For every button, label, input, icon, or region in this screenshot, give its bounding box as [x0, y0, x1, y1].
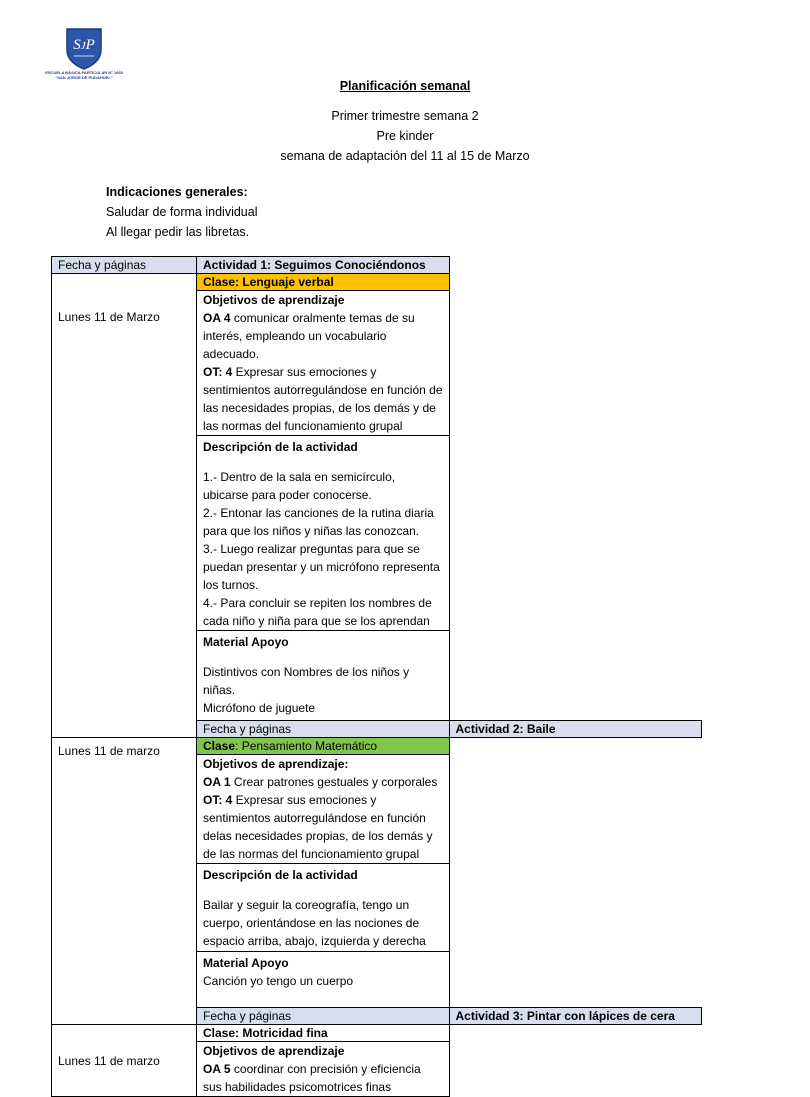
objectives-heading: Objetivos de aprendizaje:: [203, 757, 349, 771]
description-heading: Descripción de la actividad: [203, 868, 358, 882]
date-column-header: Fecha y páginas: [197, 721, 450, 738]
shield-icon: [64, 26, 104, 70]
subtitle-level: Pre kinder: [376, 129, 434, 143]
class-label: Clase: Lenguaje verbal: [197, 274, 450, 291]
oa-text: coordinar con precisión y eficiencia sus habilidades psicomotrices finas: [203, 1062, 421, 1094]
activity-header-row: [52, 257, 702, 274]
date-column-header: Fecha y páginas: [52, 257, 197, 274]
ot-text: Expresar sus emociones y sentimientos autorregulándose en función delas necesidades propias, de los demás y de las normas del funcionamiento grupal: [203, 793, 433, 861]
material-heading: Material Apoyo: [203, 635, 289, 649]
activity-title: Actividad 3: Pintar con lápices de cera: [455, 1009, 675, 1023]
description-heading: Descripción de la actividad: [203, 440, 358, 454]
activity-date: Lunes 11 de Marzo: [52, 274, 197, 738]
objectives-cell: [197, 1042, 450, 1097]
description-cell: [197, 436, 450, 631]
general-indications: [106, 182, 257, 242]
material-line: Micrófono de juguete: [203, 701, 316, 715]
oa-label: OA 5: [203, 1062, 231, 1076]
description-line: Bailar y seguir la coreografía, tengo un cuerpo, orientándose en las nociones de espacio arriba, abajo, izquierda y derecha: [203, 898, 426, 948]
class-label: Clase: Motricidad fina: [197, 1025, 450, 1042]
svg-text:SJP: SJP: [73, 37, 95, 53]
activity-date: Lunes 11 de marzo: [52, 1025, 197, 1097]
objectives-heading: Objetivos de aprendizaje: [203, 1044, 345, 1058]
material-line: Distintivos con Nombres de los niños y niñas.: [203, 665, 410, 697]
description-line: 3.- Luego realizar preguntas para que se puedan presentar y un micrófono representa los turnos.: [203, 542, 440, 592]
subtitle-week: semana de adaptación del 11 al 15 de Marzo: [280, 149, 530, 163]
oa-label: OA 4: [203, 311, 231, 325]
oa-label: OA 1: [203, 775, 231, 789]
activity-title: Actividad 2: Baile: [455, 722, 556, 736]
indications-heading: Indicaciones generales:: [106, 185, 248, 199]
indication-line: Al llegar pedir las libretas.: [106, 225, 250, 239]
ot-label: OT: 4: [203, 365, 233, 379]
material-heading: Material Apoyo: [203, 956, 289, 970]
activity-title: Actividad 1: Seguimos Conociéndonos: [203, 258, 426, 272]
ot-label: OT: 4: [203, 793, 233, 807]
description-cell: [197, 864, 450, 952]
material-cell: [197, 952, 450, 1008]
description-line: 4.- Para concluir se repiten los nombres de cada niño y niña para que se los aprendan: [203, 596, 432, 628]
objectives-cell: [197, 291, 450, 436]
planning-table: [51, 256, 702, 1097]
logo-caption-2: "SAN JORGE DE PUDAHUEL": [55, 75, 113, 80]
subtitle-trimester: Primer trimestre semana 2: [331, 109, 479, 123]
oa-text: comunicar oralmente temas de su interés, empleando un vocabulario adecuado.: [203, 311, 415, 361]
description-line: 1.- Dentro de la sala en semicírculo, ubicarse para poder conocerse.: [203, 470, 396, 502]
description-line: 2.- Entonar las canciones de la rutina diaria para que los niños y niñas las conozcan.: [203, 506, 434, 538]
ot-text: Expresar sus emociones y sentimientos autorregulándose en función de: [203, 365, 443, 397]
activity-date: Lunes 11 de marzo: [52, 738, 197, 1025]
ot-text-continued: las necesidades propias, de los demás y de las normas del funcionamiento grupal: [203, 401, 436, 433]
indication-line: Saludar de forma individual: [106, 205, 258, 219]
logo-caption-1: ESCUELA BÁSICA PARTICULAR Nº 1668: [45, 70, 123, 75]
class-label: Clase: Pensamiento Matemático: [197, 738, 450, 755]
date-column-header: Fecha y páginas: [197, 1008, 450, 1025]
material-line: Canción yo tengo un cuerpo: [203, 974, 354, 988]
oa-text: Crear patrones gestuales y corporales: [230, 775, 438, 789]
page-title: Planificación semanal: [339, 79, 471, 93]
material-cell: [197, 631, 450, 721]
objectives-cell: [197, 755, 450, 864]
objectives-heading: Objetivos de aprendizaje: [203, 293, 345, 307]
